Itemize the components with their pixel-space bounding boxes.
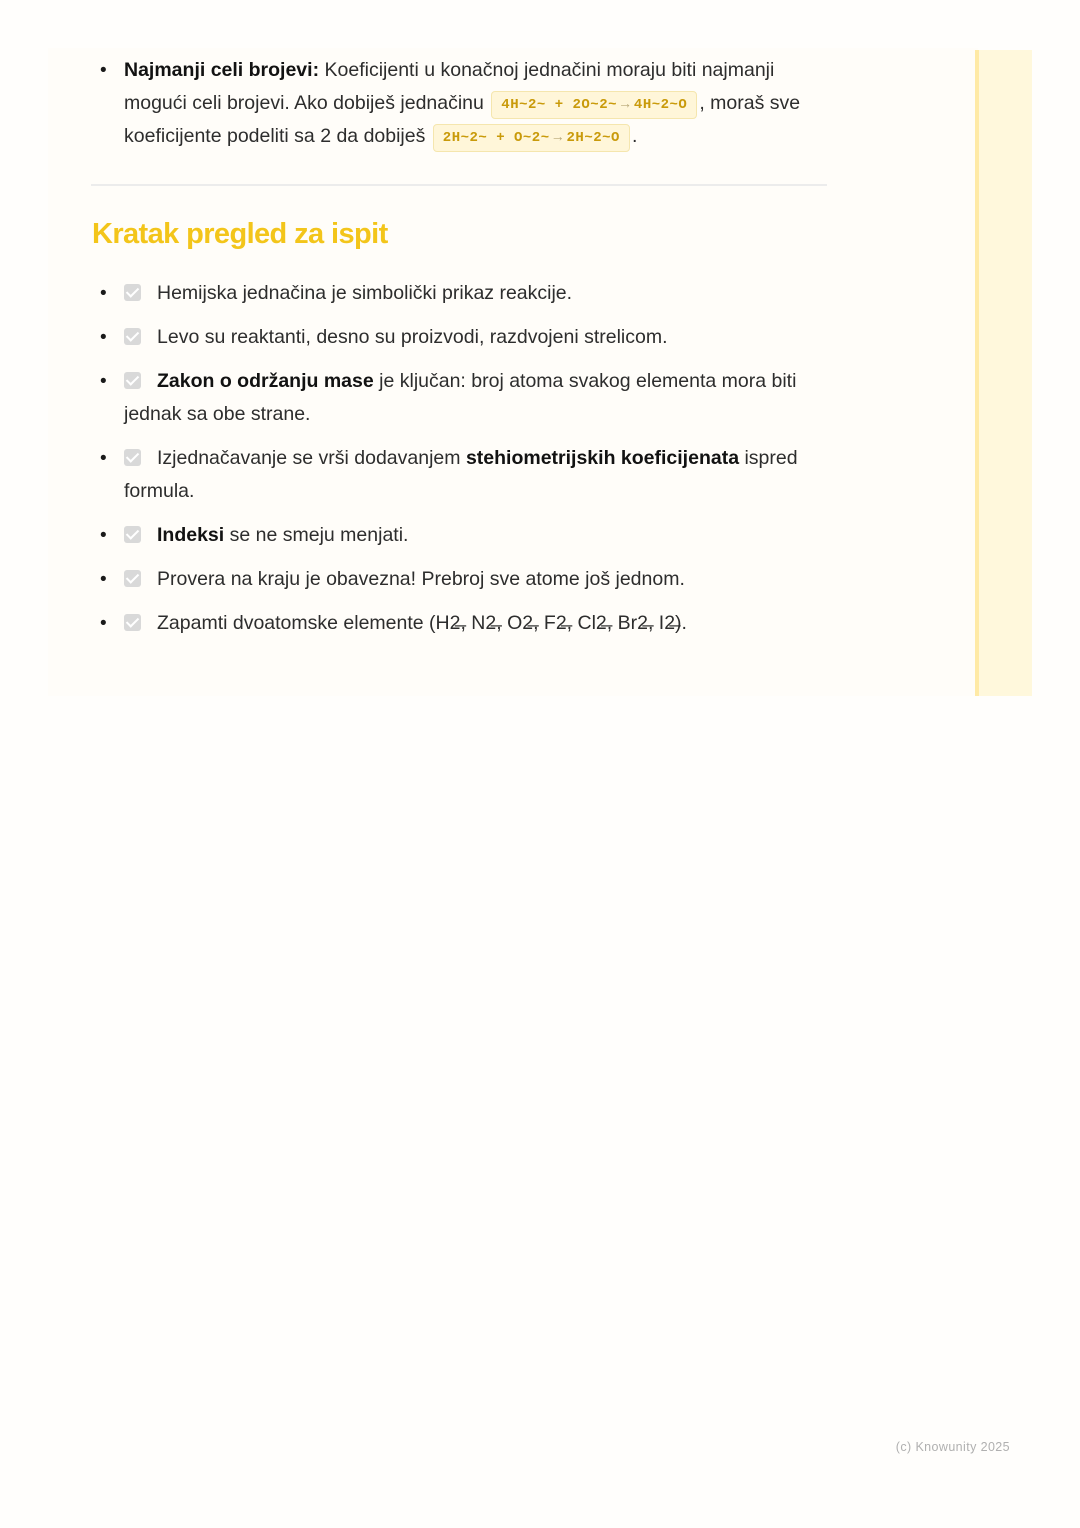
list-item-smallest-integers (92, 54, 827, 153)
equation-code-2 (433, 124, 630, 152)
equation-left: 2H~2~ + O~2~ (442, 130, 550, 146)
side-accent-strip (975, 50, 1032, 696)
checklist-item (92, 321, 827, 354)
equation-right: 4H~2~O (633, 97, 688, 113)
checklist-item (92, 365, 827, 431)
divider (91, 184, 827, 186)
checkbox-checked-icon[interactable] (124, 449, 141, 466)
bullet-icon: • (100, 613, 107, 634)
item-text: Levo su reaktanti, desno su proizvodi, razdvojeni strelicom. (157, 326, 668, 348)
intro-section (92, 48, 827, 153)
checklist-item (92, 563, 827, 596)
checklist-item (92, 442, 827, 508)
bullet-icon: • (100, 371, 107, 392)
checkbox-checked-icon[interactable] (124, 526, 141, 543)
checklist-item (92, 277, 827, 310)
bullet-icon: • (100, 60, 107, 81)
item-bold-label: Najmanji celi brojevi: (124, 59, 320, 81)
item-text: ispred formula. (124, 447, 798, 502)
bullet-icon: • (100, 525, 107, 546)
item-bold-text: Zakon o održanju mase (157, 370, 374, 392)
bullet-icon: • (100, 448, 107, 469)
checkbox-checked-icon[interactable] (124, 372, 141, 389)
item-text: . (631, 125, 638, 147)
bullet-icon: • (100, 327, 107, 348)
item-text: Zapamti dvoatomske elemente (H2̶, N2̶, O2̶, F2̶, Cl2̶, Br2̶, I2̶). (157, 612, 687, 634)
item-text: , moraš sve koeficijente podeliti sa 2 da dobiješ (124, 92, 801, 147)
item-text: je ključan: broj atoma svakog elementa mora biti jednak sa obe strane. (124, 370, 797, 425)
item-bold-text: Indeksi (157, 524, 225, 546)
arrow-icon: → (621, 97, 630, 113)
item-text: Koeficijenti u konačnoj jednačini moraju biti najmanji mogući celi brojevi. Ako dobiješ jednačinu (124, 59, 775, 114)
checklist-item (92, 607, 827, 640)
checkbox-checked-icon[interactable] (124, 284, 141, 301)
item-text: Izjednačavanje se vrši dodavanjem (157, 447, 466, 469)
item-text: se ne smeju menjati. (224, 524, 409, 546)
item-text: Provera na kraju je obavezna! Prebroj sve atome još jednom. (157, 568, 685, 590)
checkbox-checked-icon[interactable] (124, 614, 141, 631)
checklist (92, 277, 827, 651)
bullet-icon: • (100, 283, 107, 304)
equation-left: 4H~2~ + 2O~2~ (501, 97, 618, 113)
checkbox-checked-icon[interactable] (124, 570, 141, 587)
section-title: Kratak pregled za ispit (92, 218, 388, 250)
arrow-icon: → (553, 130, 563, 146)
bullet-icon: • (100, 569, 107, 590)
item-bold-text: stehiometrijskih koeficijenata (465, 447, 740, 469)
equation-right: 2H~2~O (566, 130, 620, 146)
equation-code-1 (491, 91, 697, 119)
item-text: Hemijska jednačina je simbolički prikaz reakcije. (157, 282, 573, 304)
checkbox-checked-icon[interactable] (124, 328, 141, 345)
copyright-footer: (c) Knowunity 2025 (895, 1440, 1010, 1454)
checklist-item (92, 519, 827, 552)
